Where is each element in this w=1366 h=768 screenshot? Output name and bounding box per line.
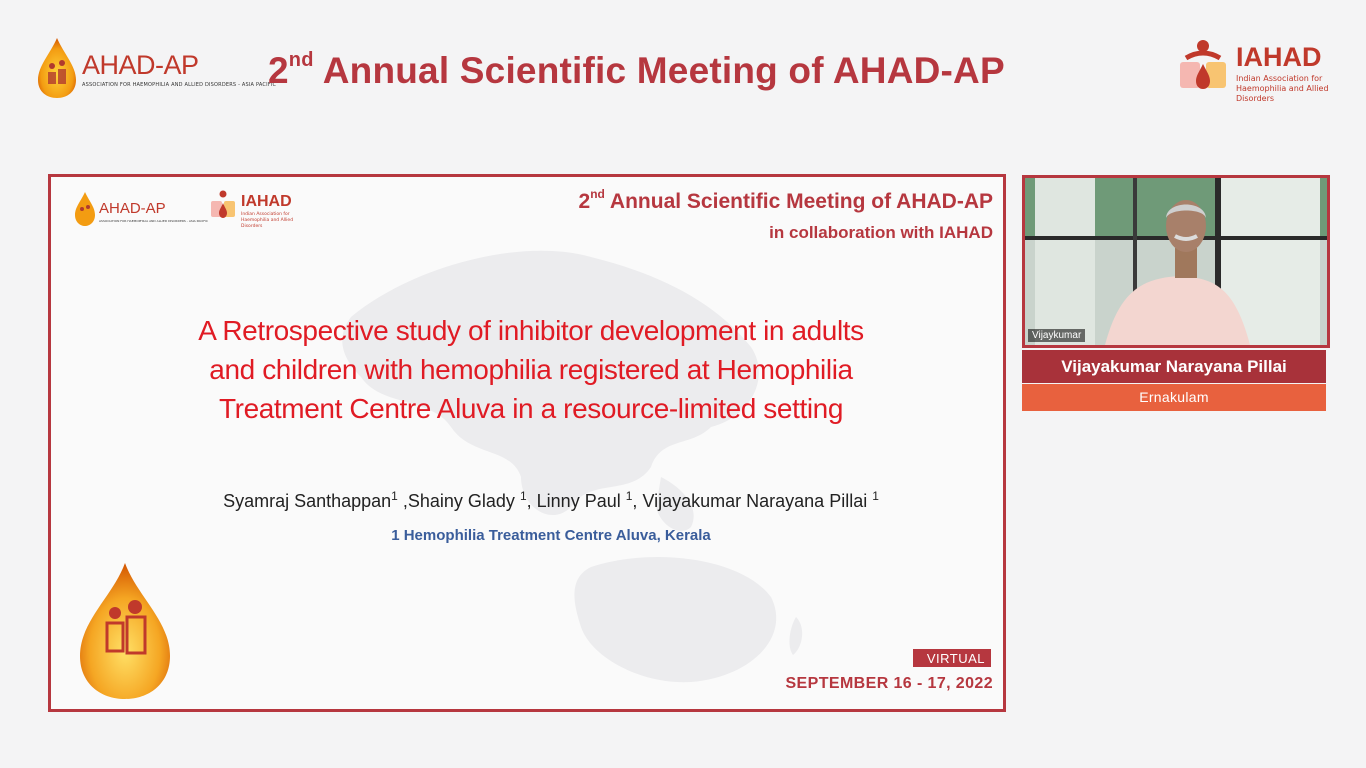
- meeting-dates: SEPTEMBER 16 - 17, 2022: [785, 675, 993, 692]
- virtual-badge: VIRTUAL: [913, 649, 991, 667]
- slide-iahad-logo-text: IAHAD: [241, 193, 292, 210]
- speaker-video-tile[interactable]: [1022, 175, 1330, 348]
- paper-title: [91, 311, 971, 428]
- paper-title-line: A Retrospective study of inhibitor development in adults: [198, 315, 864, 346]
- world-map-watermark: [51, 177, 1003, 709]
- family-drop-logo-icon: [75, 561, 175, 701]
- author-name: Shainy Glady: [407, 491, 515, 511]
- author-name: Syamraj Santhappan: [223, 491, 392, 511]
- author-affiliation-mark: 1: [519, 489, 527, 503]
- page-title: 2nd Annual Scientific Meeting of AHAD-AP: [268, 48, 1005, 91]
- speaker-name: Vijayakumar Narayana Pillai: [1022, 350, 1326, 383]
- iahad-logo-text: IAHAD: [1236, 42, 1322, 72]
- video-participant-label: Vijaykumar: [1028, 329, 1085, 342]
- ahad-ap-logo-tagline: ASSOCIATION FOR HAEMOPHILIA AND ALLIED DISORDERS - ASIA PACIFIC: [82, 82, 277, 88]
- iahad-emblem-icon: [1172, 36, 1234, 98]
- author-name: Linny Paul: [536, 491, 621, 511]
- ahad-ap-logo: [34, 34, 277, 104]
- author-affiliation-mark: 1: [391, 489, 398, 503]
- affiliation: 1 Hemophilia Treatment Centre Aluva, Kerala: [391, 527, 711, 544]
- blood-drop-icon: [34, 36, 80, 100]
- iahad-logo-tagline: Indian Association for Haemophilia and Allied Disorders: [1236, 74, 1329, 103]
- paper-title-line: and children with hemophilia registered at Hemophilia: [209, 354, 853, 385]
- author-name: Vijayakumar Narayana Pillai: [642, 491, 868, 511]
- slide-ahad-ap-logo-tagline: ASSOCIATION FOR HAEMOPHILIA AND ALLIED DISORDERS - ASIA PACIFIC: [99, 219, 208, 223]
- slide-ahad-ap-logo-text: AHAD-AP: [99, 200, 166, 217]
- ahad-ap-logo-text: AHAD-AP: [82, 50, 199, 80]
- speaker-location: Ernakulam: [1022, 384, 1326, 411]
- iahad-emblem-icon: [207, 189, 239, 223]
- iahad-logo: [1172, 36, 1352, 103]
- slide-collaboration: in collaboration with IAHAD: [769, 223, 993, 242]
- presentation-slide: [48, 174, 1006, 712]
- speaker-video-feed: [1025, 178, 1327, 345]
- blood-drop-icon: [73, 191, 97, 227]
- slide-meeting-title: 2nd Annual Scientific Meeting of AHAD-AP: [578, 187, 993, 213]
- slide-iahad-logo-tagline: Indian Association for Haemophilia and Allied Disorders: [241, 212, 294, 229]
- author-affiliation-mark: 1: [872, 489, 879, 503]
- paper-title-line: Treatment Centre Aluva in a resource-limited setting: [218, 393, 843, 424]
- slide-iahad-logo: [207, 189, 317, 229]
- slide-ahad-ap-logo: [73, 191, 208, 231]
- author-list: Syamraj Santhappan$^1$ ,Shainy Glady $^1$, Linny Paul $^1$, Vijayakumar Narayana Pillai $^1$: [223, 489, 879, 511]
- author-affiliation-mark: 1: [625, 489, 633, 503]
